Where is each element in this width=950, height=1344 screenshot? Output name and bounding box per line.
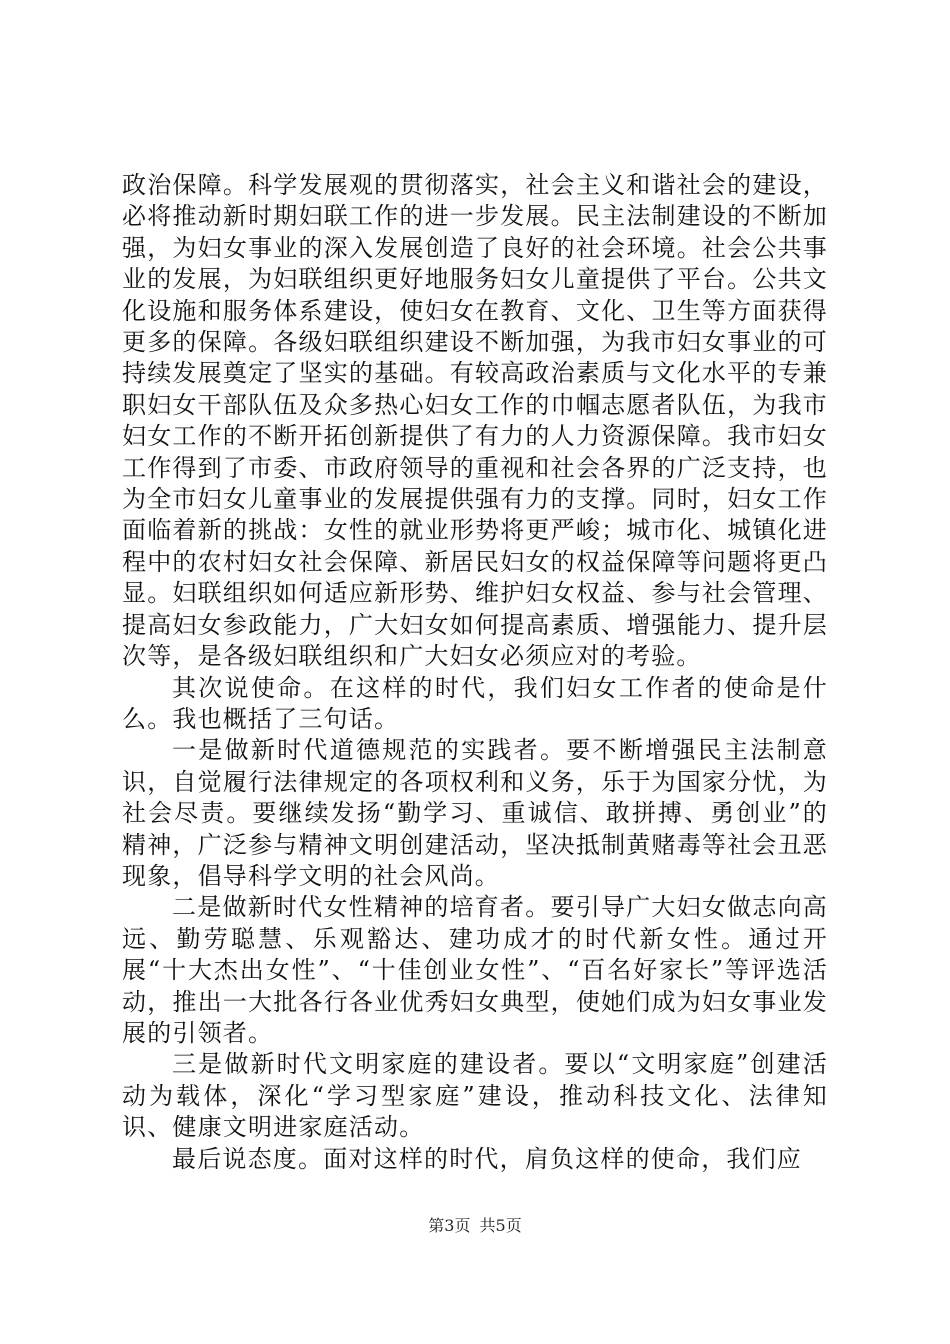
page-footer <box>0 1216 950 1236</box>
page-total: 共5页 <box>479 1216 522 1235</box>
paragraph-3: 一是做新时代道德规范的实践者。要不断增强民主法制意识，自觉履行法律规定的各项权利和义务，乐于为国家分忧，为社会尽责。要继续发扬“勤学习、重诚信、敢拼搏、勇创业”的精神，广泛参与精神文明创建活动，坚决抵制黄赌毒等社会丑恶现象，倡导科学文明的社会风尚。 <box>122 736 828 890</box>
paragraph-4: 二是做新时代女性精神的培育者。要引导广大妇女做志向高远、勤劳聪慧、乐观豁达、建功成才的时代新女性。通过开展“十大杰出女性”、“十佳创业女性”、“百名好家长”等评选活动，推出一大批各行各业优秀妇女典型，使她们成为妇女事业发展的引领者。 <box>122 893 828 1047</box>
document-body <box>122 170 828 1175</box>
paragraph-6: 最后说态度。面对这样的时代，肩负这样的使命，我们应 <box>172 1144 802 1173</box>
paragraph-2: 其次说使命。在这样的时代，我们妇女工作者的使命是什么。我也概括了三句话。 <box>122 673 828 733</box>
page-number: 第3页 <box>428 1216 471 1235</box>
paragraph-1: 政治保障。科学发展观的贯彻落实，社会主义和谐社会的建设，必将推动新时期妇联工作的进一步发展。民主法制建设的不断加强，为妇女事业的深入发展创造了良好的社会环境。社会公共事业的发展，为妇联组织更好地服务妇女儿童提供了平台。公共文化设施和服务体系建设，使妇女在教育、文化、卫生等方面获得更多的保障。各级妇联组织建设不断加强，为我市妇女事业的可持续发展奠定了坚实的基础。有较高政治素质与文化水平的专兼职妇女干部队伍及众多热心妇女工作的巾帼志愿者队伍，为我市妇女工作的不断开拓创新提供了有力的人力资源保障。我市妇女工作得到了市委、市政府领导的重视和社会各界的广泛支持，也为全市妇女儿童事业的发展提供强有力的支撑。同时，妇女工作面临着新的挑战：女性的就业形势将更严峻；城市化、城镇化进程中的农村妇女社会保障、新居民妇女的权益保障等问题将更凸显。妇联组织如何适应新形势、维护妇女权益、参与社会管理、提高妇女参政能力，广大妇女如何提高素质、增强能力、提升层次等，是各级妇联组织和广大妇女必须应对的考验。 <box>122 171 828 671</box>
paragraph-5: 三是做新时代文明家庭的建设者。要以“文明家庭”创建活动为载体，深化“学习型家庭”建设，推动科技文化、法律知识、健康文明进家庭活动。 <box>122 1050 828 1142</box>
